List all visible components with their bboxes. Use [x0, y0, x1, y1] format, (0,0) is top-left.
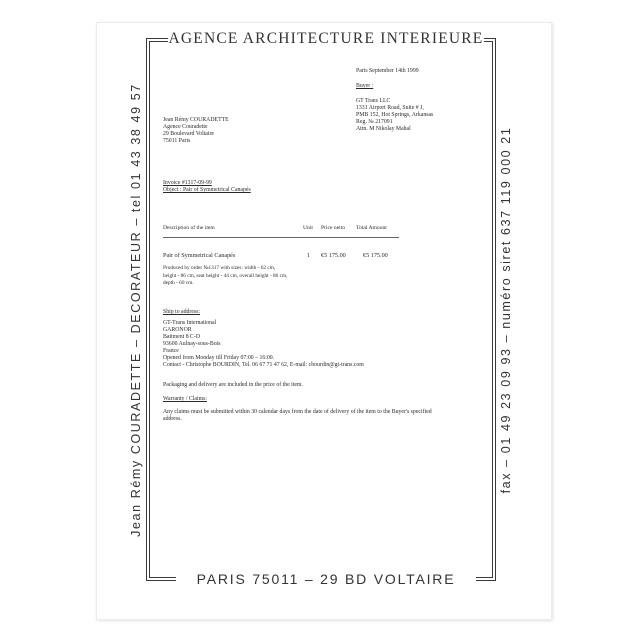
buyer-line: Reg. № 217091 — [356, 119, 393, 125]
warranty-label: Warranty / Claims: — [163, 396, 207, 402]
sender-line: 29 Boulevard Voltaire — [163, 131, 214, 137]
buyer-address — [356, 98, 433, 133]
item-description: Pair of Symmetrical Canapés — [163, 252, 236, 259]
item-notes — [163, 265, 287, 288]
letterhead-footer-address: PARIS 75011 – 29 BD VOLTAIRE — [176, 570, 476, 588]
sender-line: 75011 Paris — [163, 138, 191, 144]
item-unit: 1 — [307, 252, 311, 259]
letterhead-title: AGENCE ARCHITECTURE INTERIEURE — [168, 30, 484, 47]
warranty-line: address. — [163, 416, 182, 422]
buyer-line: PMB 152, Hot Springs, Arkansas — [356, 112, 434, 118]
note-line: height - 86 cm, seat height - 44 cm, overall height - 86 cm, — [163, 272, 288, 279]
warranty-line: Any claims must be submitted within 30 calendar days from the date of delivery of the item to the Buyer's specified — [163, 409, 432, 415]
item-total: €5 175.00 — [363, 252, 388, 259]
ship-address — [163, 320, 364, 369]
note-line: depth - 60 cm. — [163, 280, 194, 286]
header-unit: Unit — [303, 225, 313, 231]
buyer-label: Buyer : — [356, 83, 374, 89]
place-date: Paris September 14th 1999 — [356, 68, 419, 74]
buyer-line: 1331 Airport Road, Suite # J, — [356, 105, 424, 111]
header-description: Description of the item — [163, 225, 215, 231]
ship-line: 93600 Aulnay-sous-Bois — [163, 341, 221, 347]
item-price: €5 175.00 — [321, 252, 346, 259]
warranty-text — [163, 409, 432, 423]
ship-line: GT-Trans International — [163, 320, 217, 326]
ship-line: GARONOR — [163, 327, 192, 333]
letterhead-left-side-text: Jean Rémy COURADETTE – DECORATEUR – tel 01 43 38 49 57 — [128, 40, 144, 580]
buyer-line: GT Trans LLC — [356, 98, 391, 104]
sender-line: Agence Couradette — [163, 124, 208, 130]
letterhead-right-side-text: fax – 01 49 23 09 93 – numéro siret 637 119 000 21 — [498, 40, 514, 580]
sender-address — [163, 117, 229, 145]
ship-line: France — [163, 348, 179, 354]
invoice-number: Invoice #1317-09-99 — [163, 180, 212, 186]
sender-line: Jean Rémy COURADETTE — [163, 117, 229, 123]
packaging-note: Packaging and delivery are included in the price of the item. — [163, 382, 303, 388]
ship-label: Ship to address: — [163, 309, 201, 315]
header-total: Total Amount — [356, 225, 387, 231]
object-line: Object : Pair of Symmetrical Canapés — [163, 187, 251, 193]
ship-line: Opened from Monday till Friday 07:00 – 16:00. — [163, 355, 275, 361]
ship-line: Batiment 8 C-D — [163, 334, 201, 340]
buyer-line: Attn. M Nikolay Mahal — [356, 126, 411, 132]
table-header-rule — [163, 237, 399, 238]
note-line: Produced by order №1317 with sizes: width - 62 cm, — [163, 265, 276, 271]
ship-line: Contact - Christophe BOURDIN, Tel. 06 67 71 47 62, E-mail: cbourdin@gt-trans.com — [163, 362, 364, 368]
header-price: Price netto — [321, 225, 346, 231]
